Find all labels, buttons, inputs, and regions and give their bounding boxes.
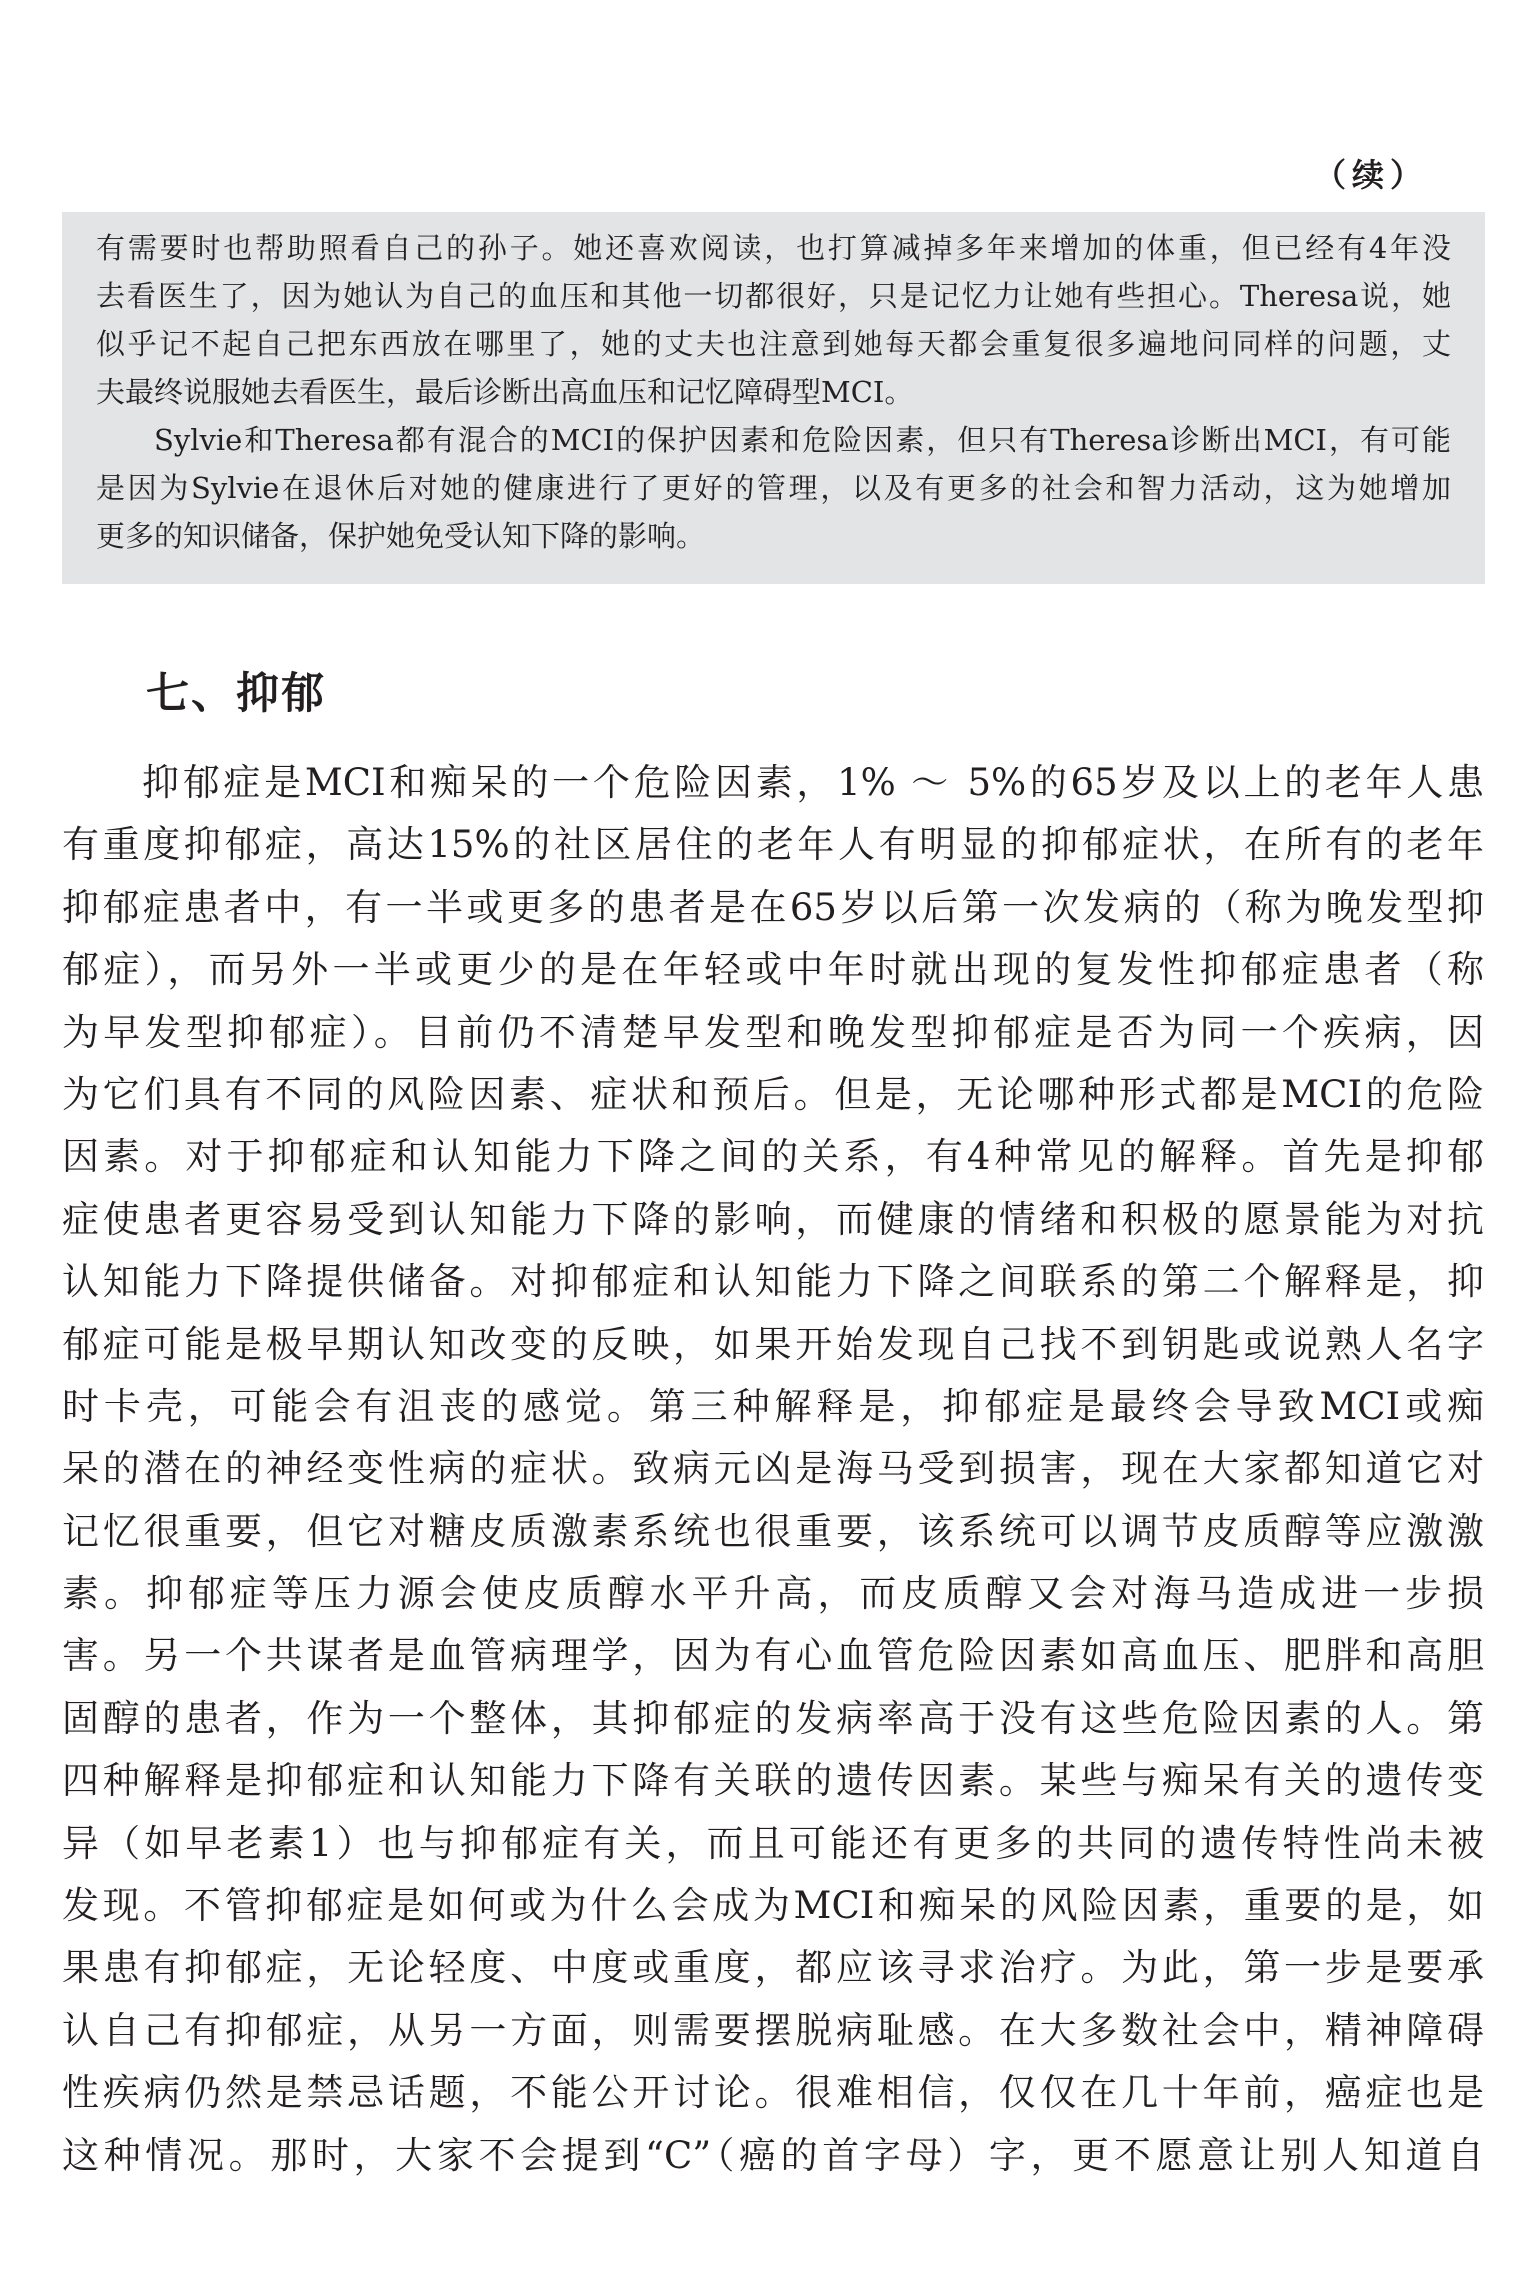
body-line: 因素。对于抑郁症和认知能力下降之间的关系，有4种常见的解释。首先是抑郁 <box>62 1135 1484 1179</box>
body-line: 四种解释是抑郁症和认知能力下降有关联的遗传因素。某些与痴呆有关的遗传变 <box>62 1759 1484 1803</box>
body-paragraph <box>62 752 1484 2187</box>
body-line: 时卡壳，可能会有沮丧的感觉。第三种解释是，抑郁症是最终会导致MCI或痴 <box>62 1384 1484 1428</box>
case-line: 更多的知识储备，保护她免受认知下降的影响。 <box>96 519 706 553</box>
body-line: 发现。不管抑郁症是如何或为什么会成为MCI和痴呆的风险因素，重要的是，如 <box>62 1884 1484 1928</box>
case-line: 夫最终说服她去看医生，最后诊断出高血压和记忆障碍型MCI。 <box>96 375 914 409</box>
body-line: 异（如早老素1）也与抑郁症有关，而且可能还有更多的共同的遗传特性尚未被 <box>62 1821 1484 1865</box>
case-line: 有需要时也帮助照看自己的孙子。她还喜欢阅读，也打算减掉多年来增加的体重，但已经有4年没 <box>96 231 1451 265</box>
body-line: 素。抑郁症等压力源会使皮质醇水平升高，而皮质醇又会对海马造成进一步损 <box>62 1572 1484 1616</box>
body-line: 有重度抑郁症，高达15%的社区居住的老年人有明显的抑郁症状，在所有的老年 <box>62 823 1484 867</box>
case-line: 似乎记不起自己把东西放在哪里了，她的丈夫也注意到她每天都会重复很多遍地问同样的问题，丈 <box>96 327 1451 361</box>
body-line: 性疾病仍然是禁忌话题，不能公开讨论。很难相信，仅仅在几十年前，癌症也是 <box>62 2071 1484 2115</box>
body-line: 果患有抑郁症，无论轻度、中度或重度，都应该寻求治疗。为此，第一步是要承 <box>62 1946 1484 1990</box>
body-line: 抑郁症是MCI和痴呆的一个危险因素，1% ～ 5%的65岁及以上的老年人患 <box>142 761 1484 804</box>
continued-label: （续） <box>1313 156 1428 194</box>
body-line: 为它们具有不同的风险因素、症状和预后。但是，无论哪种形式都是MCI的危险 <box>62 1072 1484 1116</box>
body-line: 抑郁症患者中，有一半或更多的患者是在65岁以后第一次发病的（称为晚发型抑 <box>62 885 1484 929</box>
body-line: 固醇的患者，作为一个整体，其抑郁症的发病率高于没有这些危险因素的人。第 <box>62 1696 1484 1740</box>
case-line: 是因为Sylvie在退休后对她的健康进行了更好的管理，以及有更多的社会和智力活动，这为她增加 <box>96 471 1451 505</box>
body-line: 郁症），而另外一半或更少的是在年轻或中年时就出现的复发性抑郁症患者（称 <box>62 948 1484 992</box>
body-line: 害。另一个共谋者是血管病理学，因为有心血管危险因素如高血压、肥胖和高胆 <box>62 1634 1484 1678</box>
body-line: 为早发型抑郁症）。目前仍不清楚早发型和晚发型抑郁症是否为同一个疾病，因 <box>62 1010 1484 1054</box>
body-line: 症使患者更容易受到认知能力下降的影响，而健康的情绪和积极的愿景能为对抗 <box>62 1197 1484 1241</box>
body-line: 认知能力下降提供储备。对抑郁症和认知能力下降之间联系的第二个解释是，抑 <box>62 1260 1484 1304</box>
body-line: 呆的潜在的神经变性病的症状。致病元凶是海马受到损害，现在大家都知道它对 <box>62 1447 1484 1491</box>
section-title: 七、抑郁 <box>146 669 326 719</box>
body-line: 郁症可能是极早期认知改变的反映，如果开始发现自己找不到钥匙或说熟人名字 <box>62 1322 1484 1366</box>
body-line: 记忆很重要，但它对糖皮质激素系统也很重要，该系统可以调节皮质醇等应激激 <box>62 1509 1484 1553</box>
case-study-box <box>62 212 1485 584</box>
case-line: 去看医生了，因为她认为自己的血压和其他一切都很好，只是记忆力让她有些担心。Theresa说，她 <box>96 279 1451 313</box>
body-line: 这种情况。那时，大家不会提到“C”（癌的首字母）字，更不愿意让别人知道自 <box>62 2133 1484 2177</box>
body-line: 认自己有抑郁症，从另一方面，则需要摆脱病耻感。在大多数社会中，精神障碍 <box>62 2008 1484 2052</box>
case-line: Sylvie和Theresa都有混合的MCI的保护因素和危险因素，但只有Theresa诊断出MCI，有可能 <box>154 423 1451 457</box>
